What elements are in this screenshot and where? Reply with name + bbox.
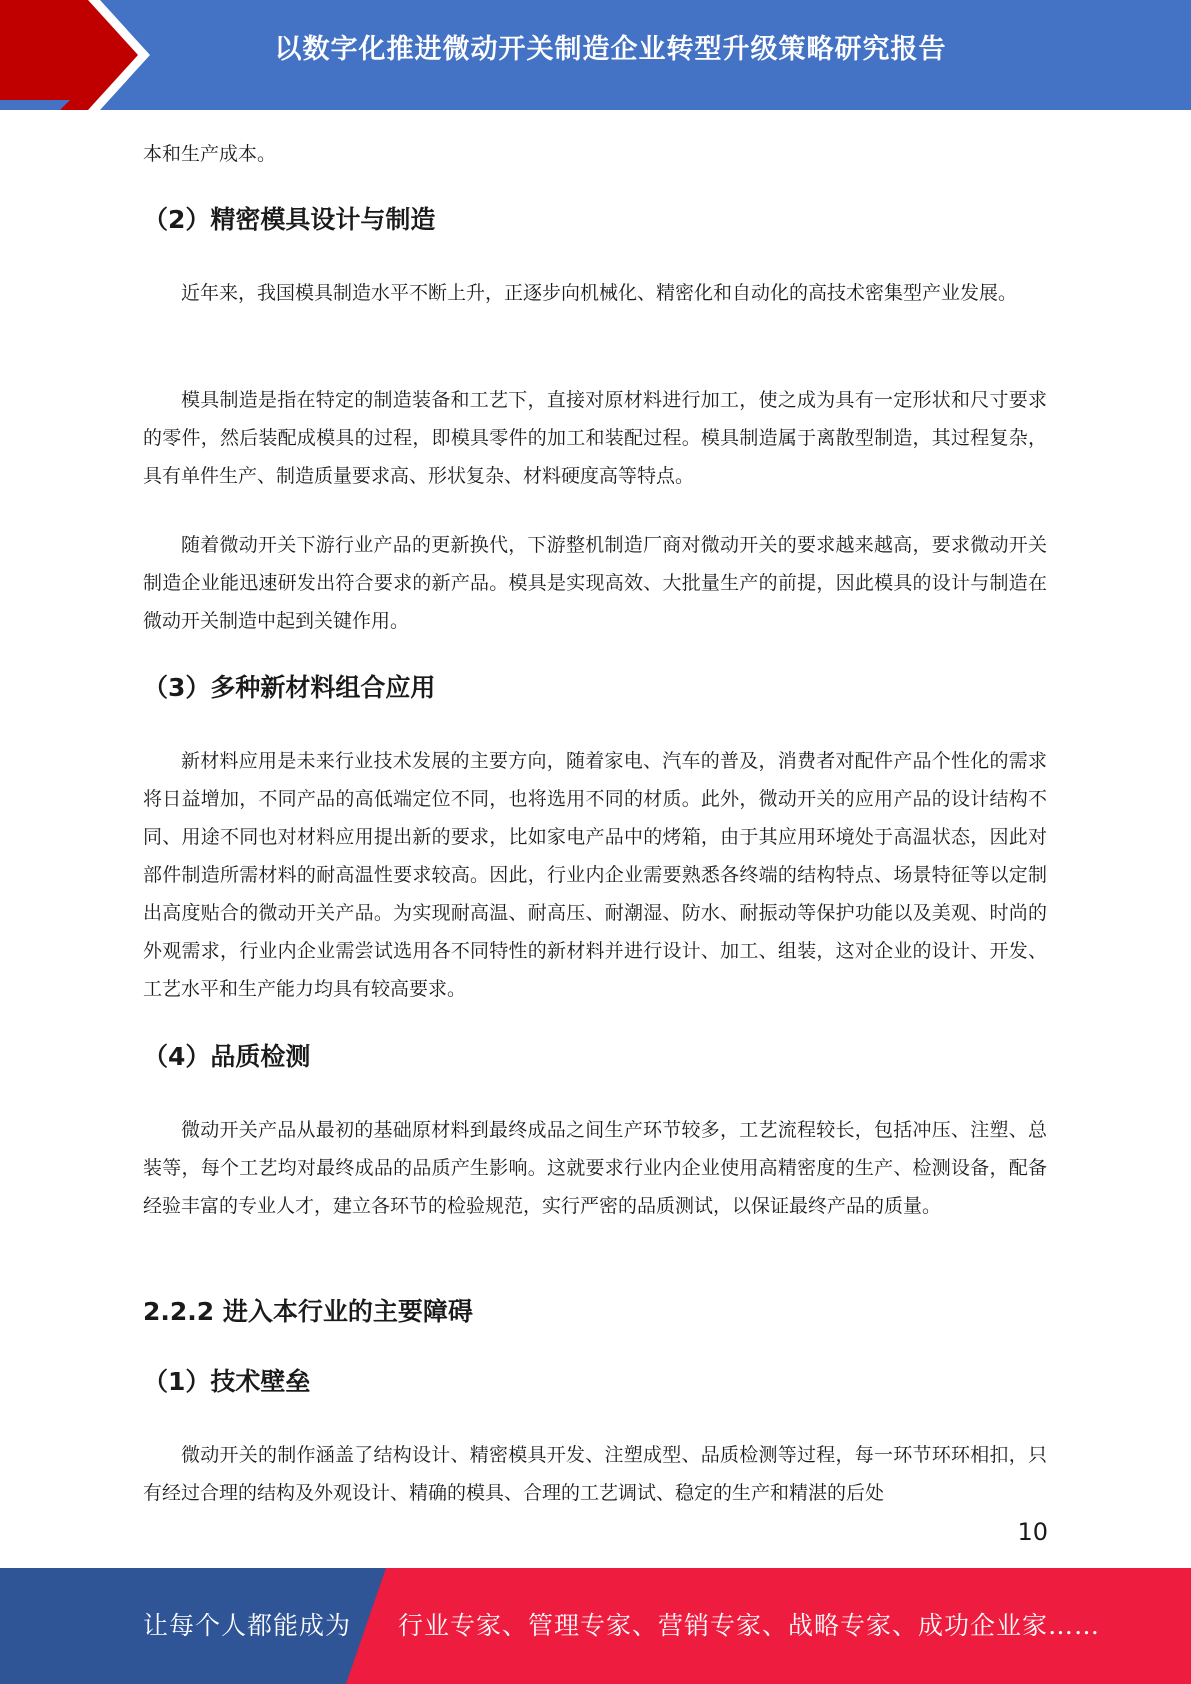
footer-slogan-left: 让每个人都能成为 xyxy=(143,1611,352,1640)
section-heading-3: （3）多种新材料组合应用 xyxy=(143,673,436,702)
subsection-1-paragraph-1: 微动开关的制作涵盖了结构设计、精密模具开发、注塑成型、品质检测等过程，每一环节环环相扣，只有经过合理的结构及外观设计、精确的模具、合理的工艺调试、稳定的生产和精湛的后处 xyxy=(143,1444,1047,1504)
intro-paragraph-tail: 本和生产成本。 xyxy=(143,143,277,165)
page-number: 10 xyxy=(1017,1518,1048,1546)
section-2-paragraph-2: 模具制造是指在特定的制造装备和工艺下，直接对原材料进行加工，使之成为具有一定形状和尺寸要求的零件，然后装配成模具的过程，即模具零件的加工和装配过程。模具制造属于离散型制造，其过程复杂，具有单件生产、制造质量要求高、形状复杂、材料硬度高等特点。 xyxy=(143,389,1047,487)
section-heading-2: （2）精密模具设计与制造 xyxy=(143,205,436,234)
header-title: 以数字化推进微动开关制造企业转型升级策略研究报告 xyxy=(274,34,947,65)
section-heading-4: （4）品质检测 xyxy=(143,1042,311,1071)
footer-slogan-right: 行业专家、管理专家、营销专家、战略专家、成功企业家…… xyxy=(398,1611,1101,1640)
section-3-paragraph-1: 新材料应用是未来行业技术发展的主要方向，随着家电、汽车的普及，消费者对配件产品个性化的需求将日益增加，不同产品的高低端定位不同，也将选用不同的材质。此外，微动开关的应用产品的设计结构不同、用途不同也对材料应用提出新的要求，比如家电产品中的烤箱，由于其应用环境处于高温状态，因此对部件制造所需材料的耐高温性要求较高。因此，行业内企业需要熟悉各终端的结构特点、场景特征等以定制出高度贴合的微动开关产品。为实现耐高温、耐高压、耐潮湿、防水、耐振动等保护功能以及美观、时尚的外观需求，行业内企业需尝试选用各不同特性的新材料并进行设计、加工、组装，这对企业的设计、开发、工艺水平和生产能力均具有较高要求。 xyxy=(143,750,1047,1000)
section-4-paragraph-1: 微动开关产品从最初的基础原材料到最终成品之间生产环节较多，工艺流程较长，包括冲压、注塑、总装等，每个工艺均对最终成品的品质产生影响。这就要求行业内企业使用高精密度的生产、检测设备，配备经验丰富的专业人才，建立各环节的检验规范，实行严密的品质测试，以保证最终产品的质量。 xyxy=(143,1119,1047,1217)
section-2-paragraph-3: 随着微动开关下游行业产品的更新换代，下游整机制造厂商对微动开关的要求越来越高，要求微动开关制造企业能迅速研发出符合要求的新产品。模具是实现高效、大批量生产的前提，因此模具的设计与制造在微动开关制造中起到关键作用。 xyxy=(143,534,1047,632)
section-heading-2-2-2: 2.2.2 进入本行业的主要障碍 xyxy=(143,1297,473,1326)
subsection-heading-1: （1）技术壁垒 xyxy=(143,1367,311,1396)
header-arrow-decoration xyxy=(0,0,160,110)
page-header xyxy=(0,0,1191,110)
page-footer xyxy=(0,1568,1191,1684)
section-2-paragraph-1: 近年来，我国模具制造水平不断上升，正逐步向机械化、精密化和自动化的高技术密集型产业发展。 xyxy=(181,282,1018,304)
